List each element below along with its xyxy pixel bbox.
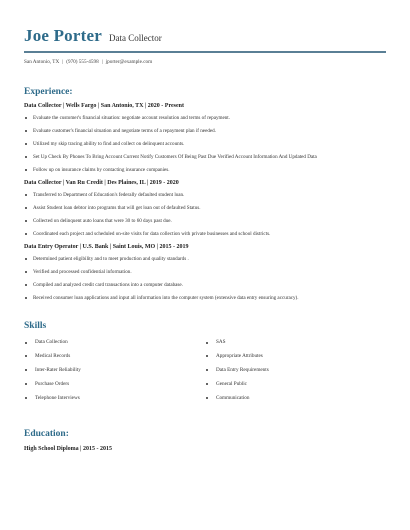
job-bullet: Evaluate customer's financial situation and negotiate terms of a repayment plan if needed. <box>24 128 386 135</box>
job-bullet: Determined patient eligibility and to meet production and quality standards . <box>24 256 386 263</box>
job-bullet: Assist Student loan debtor into programs that will get loan out of defaulted Status. <box>24 205 386 212</box>
education-heading: Education: <box>24 428 69 439</box>
skills-list <box>24 339 386 408</box>
job-bullet: Collected on delinquent auto loans that were 30 to 60 days past due. <box>24 218 386 225</box>
job-bullet: Follow up on insurance claims by contacting insurance companies. <box>24 167 386 174</box>
skill-item: Inter-Rater Reliability <box>24 367 205 374</box>
job-bullet: Verified and processed confidential information. <box>24 269 386 276</box>
skill-item: Data Entry Requirements <box>205 367 386 374</box>
skill-item: Telephone Interviews <box>24 395 205 402</box>
skill-item: Purchase Orders <box>24 381 205 388</box>
job-bullets <box>24 115 386 173</box>
job-bullet: Coordinated each project and scheduled on-site visits for data collection with private businesses and school districts. <box>24 231 386 238</box>
candidate-name: Joe Porter <box>24 26 102 45</box>
skills-heading: Skills <box>24 321 47 332</box>
job-bullet: Compiled and analyzed credit card transactions into a computer database. <box>24 282 386 289</box>
resume-page <box>24 26 386 452</box>
contact-line: San Antonio, TX | (970) 555-4598 | jporter@example.com <box>24 59 153 65</box>
job-bullet: Evaluate the customer's financial situation: negotiate account resolution and terms of repayment. <box>24 115 386 122</box>
job-bullets <box>24 192 386 237</box>
education-entry: High School Diploma | 2015 - 2015 <box>24 445 112 452</box>
skill-item: SAS <box>205 339 386 346</box>
job-bullets <box>24 256 386 301</box>
skill-item: General Public <box>205 381 386 388</box>
skill-item: Appropriate Attributes <box>205 353 386 360</box>
skill-item: Communication <box>205 395 386 402</box>
job-heading: Data Entry Operator | U.S. Bank | Saint Louis, MO | 2015 - 2019 <box>24 244 189 251</box>
header-divider <box>24 51 386 53</box>
contact-location: San Antonio, TX <box>24 59 60 65</box>
contact-phone: (970) 555-4598 <box>66 59 99 65</box>
job-bullet: Utilized my skip tracing ability to find and collect on delinquent accounts. <box>24 141 386 148</box>
job-heading: Data Collector | Van Ru Credit | Des Plaines, IL | 2019 - 2020 <box>24 180 179 187</box>
skill-item: Medical Records <box>24 353 205 360</box>
job-bullet: Set Up Check By Phones To Bring Account Current Notify Customers Of Being Past Due Verified Account Information And Updated Data <box>24 154 386 161</box>
job-bullet: Transferred to Department of Education's federally defaulted student loan. <box>24 192 386 199</box>
candidate-role: Data Collector <box>108 33 162 43</box>
job-bullet: Received consumer loan applications and input all information into the computer system (extensive data entry ensuring accuracy). <box>24 295 386 302</box>
resume-header <box>24 26 386 46</box>
job-heading: Data Collector | Wells Fargo | San Antonio, TX | 2020 - Present <box>24 103 185 109</box>
skills-column-right <box>205 339 386 408</box>
contact-email: jporter@example.com <box>105 59 153 65</box>
skill-item: Data Collection <box>24 339 205 346</box>
experience-heading: Experience: <box>24 87 73 97</box>
skills-column-left <box>24 339 205 408</box>
